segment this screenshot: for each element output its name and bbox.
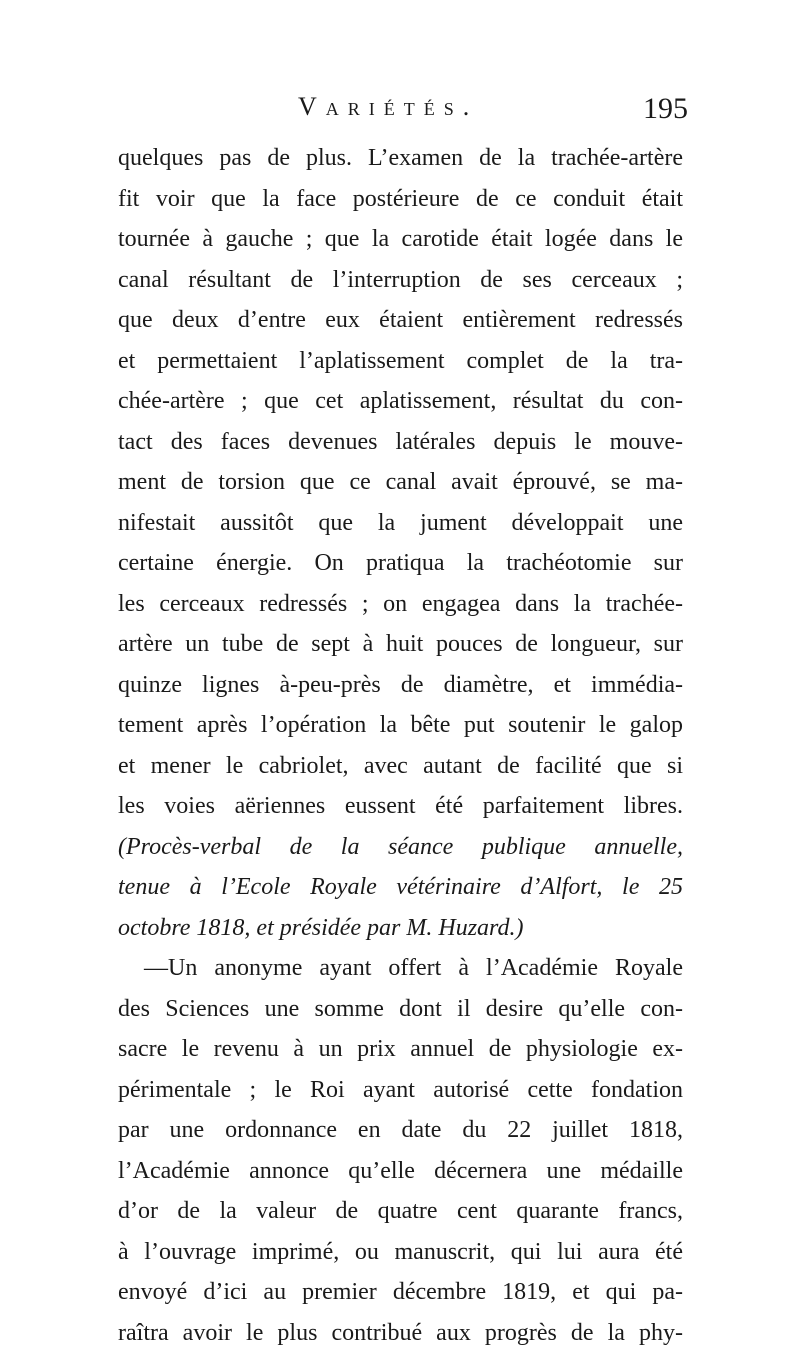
text-line: artère un tube de sept à huit pouces de longueur, sur — [118, 624, 683, 665]
text-line: les cerceaux redressés ; on engagea dans la trachée- — [118, 584, 683, 625]
text-line: envoyé d’ici au premier décembre 1819, et qui pa- — [118, 1272, 683, 1313]
text-line: à l’ouvrage imprimé, ou manuscrit, qui lui aura été — [118, 1232, 683, 1273]
paragraph-start-line: —Un anonyme ayant offert à l’Académie Royale — [118, 948, 683, 989]
text-line: quelques pas de plus. L’examen de la trachée-artère — [118, 138, 683, 179]
text-line: tournée à gauche ; que la carotide était logée dans le — [118, 219, 683, 260]
running-head: Variétés. — [298, 92, 478, 122]
text-line: nifestait aussitôt que la jument développait une — [118, 503, 683, 544]
text-line: ment de torsion que ce canal avait éprouvé, se ma- — [118, 462, 683, 503]
text-line: et mener le cabriolet, avec autant de facilité que si — [118, 746, 683, 787]
text-line: quinze lignes à-peu-près de diamètre, et immédia- — [118, 665, 683, 706]
text-line: fit voir que la face postérieure de ce conduit était — [118, 179, 683, 220]
text-line: l’Académie annonce qu’elle décernera une médaille — [118, 1151, 683, 1192]
text-line: d’or de la valeur de quatre cent quarante francs, — [118, 1191, 683, 1232]
text-line: sacre le revenu à un prix annuel de physiologie ex- — [118, 1029, 683, 1070]
page-number: 195 — [643, 92, 688, 126]
text-line: que deux d’entre eux étaient entièrement redressés — [118, 300, 683, 341]
text-line: raîtra avoir le plus contribué aux progrès de la phy- — [118, 1313, 683, 1353]
text-line: et permettaient l’aplatissement complet de la tra- — [118, 341, 683, 382]
text-line: par une ordonnance en date du 22 juillet 1818, — [118, 1110, 683, 1151]
text-line: périmentale ; le Roi ayant autorisé cette fondation — [118, 1070, 683, 1111]
citation-line: octobre 1818, et présidée par M. Huzard.) — [118, 908, 683, 949]
citation-line: (Procès-verbal de la séance publique annuelle, — [118, 827, 683, 868]
page-header — [118, 92, 688, 136]
text-line: canal résultant de l’interruption de ses cerceaux ; — [118, 260, 683, 301]
text-line: des Sciences une somme dont il desire qu’elle con- — [118, 989, 683, 1030]
citation-line: tenue à l’Ecole Royale vétérinaire d’Alfort, le 25 — [118, 867, 683, 908]
text-line: chée-artère ; que cet aplatissement, résultat du con- — [118, 381, 683, 422]
text-line: les voies aëriennes eussent été parfaitement libres. — [118, 786, 683, 827]
text-line: tement après l’opération la bête put soutenir le galop — [118, 705, 683, 746]
body-text — [118, 138, 683, 1353]
text-line: tact des faces devenues latérales depuis le mouve- — [118, 422, 683, 463]
text-line: certaine énergie. On pratiqua la trachéotomie sur — [118, 543, 683, 584]
